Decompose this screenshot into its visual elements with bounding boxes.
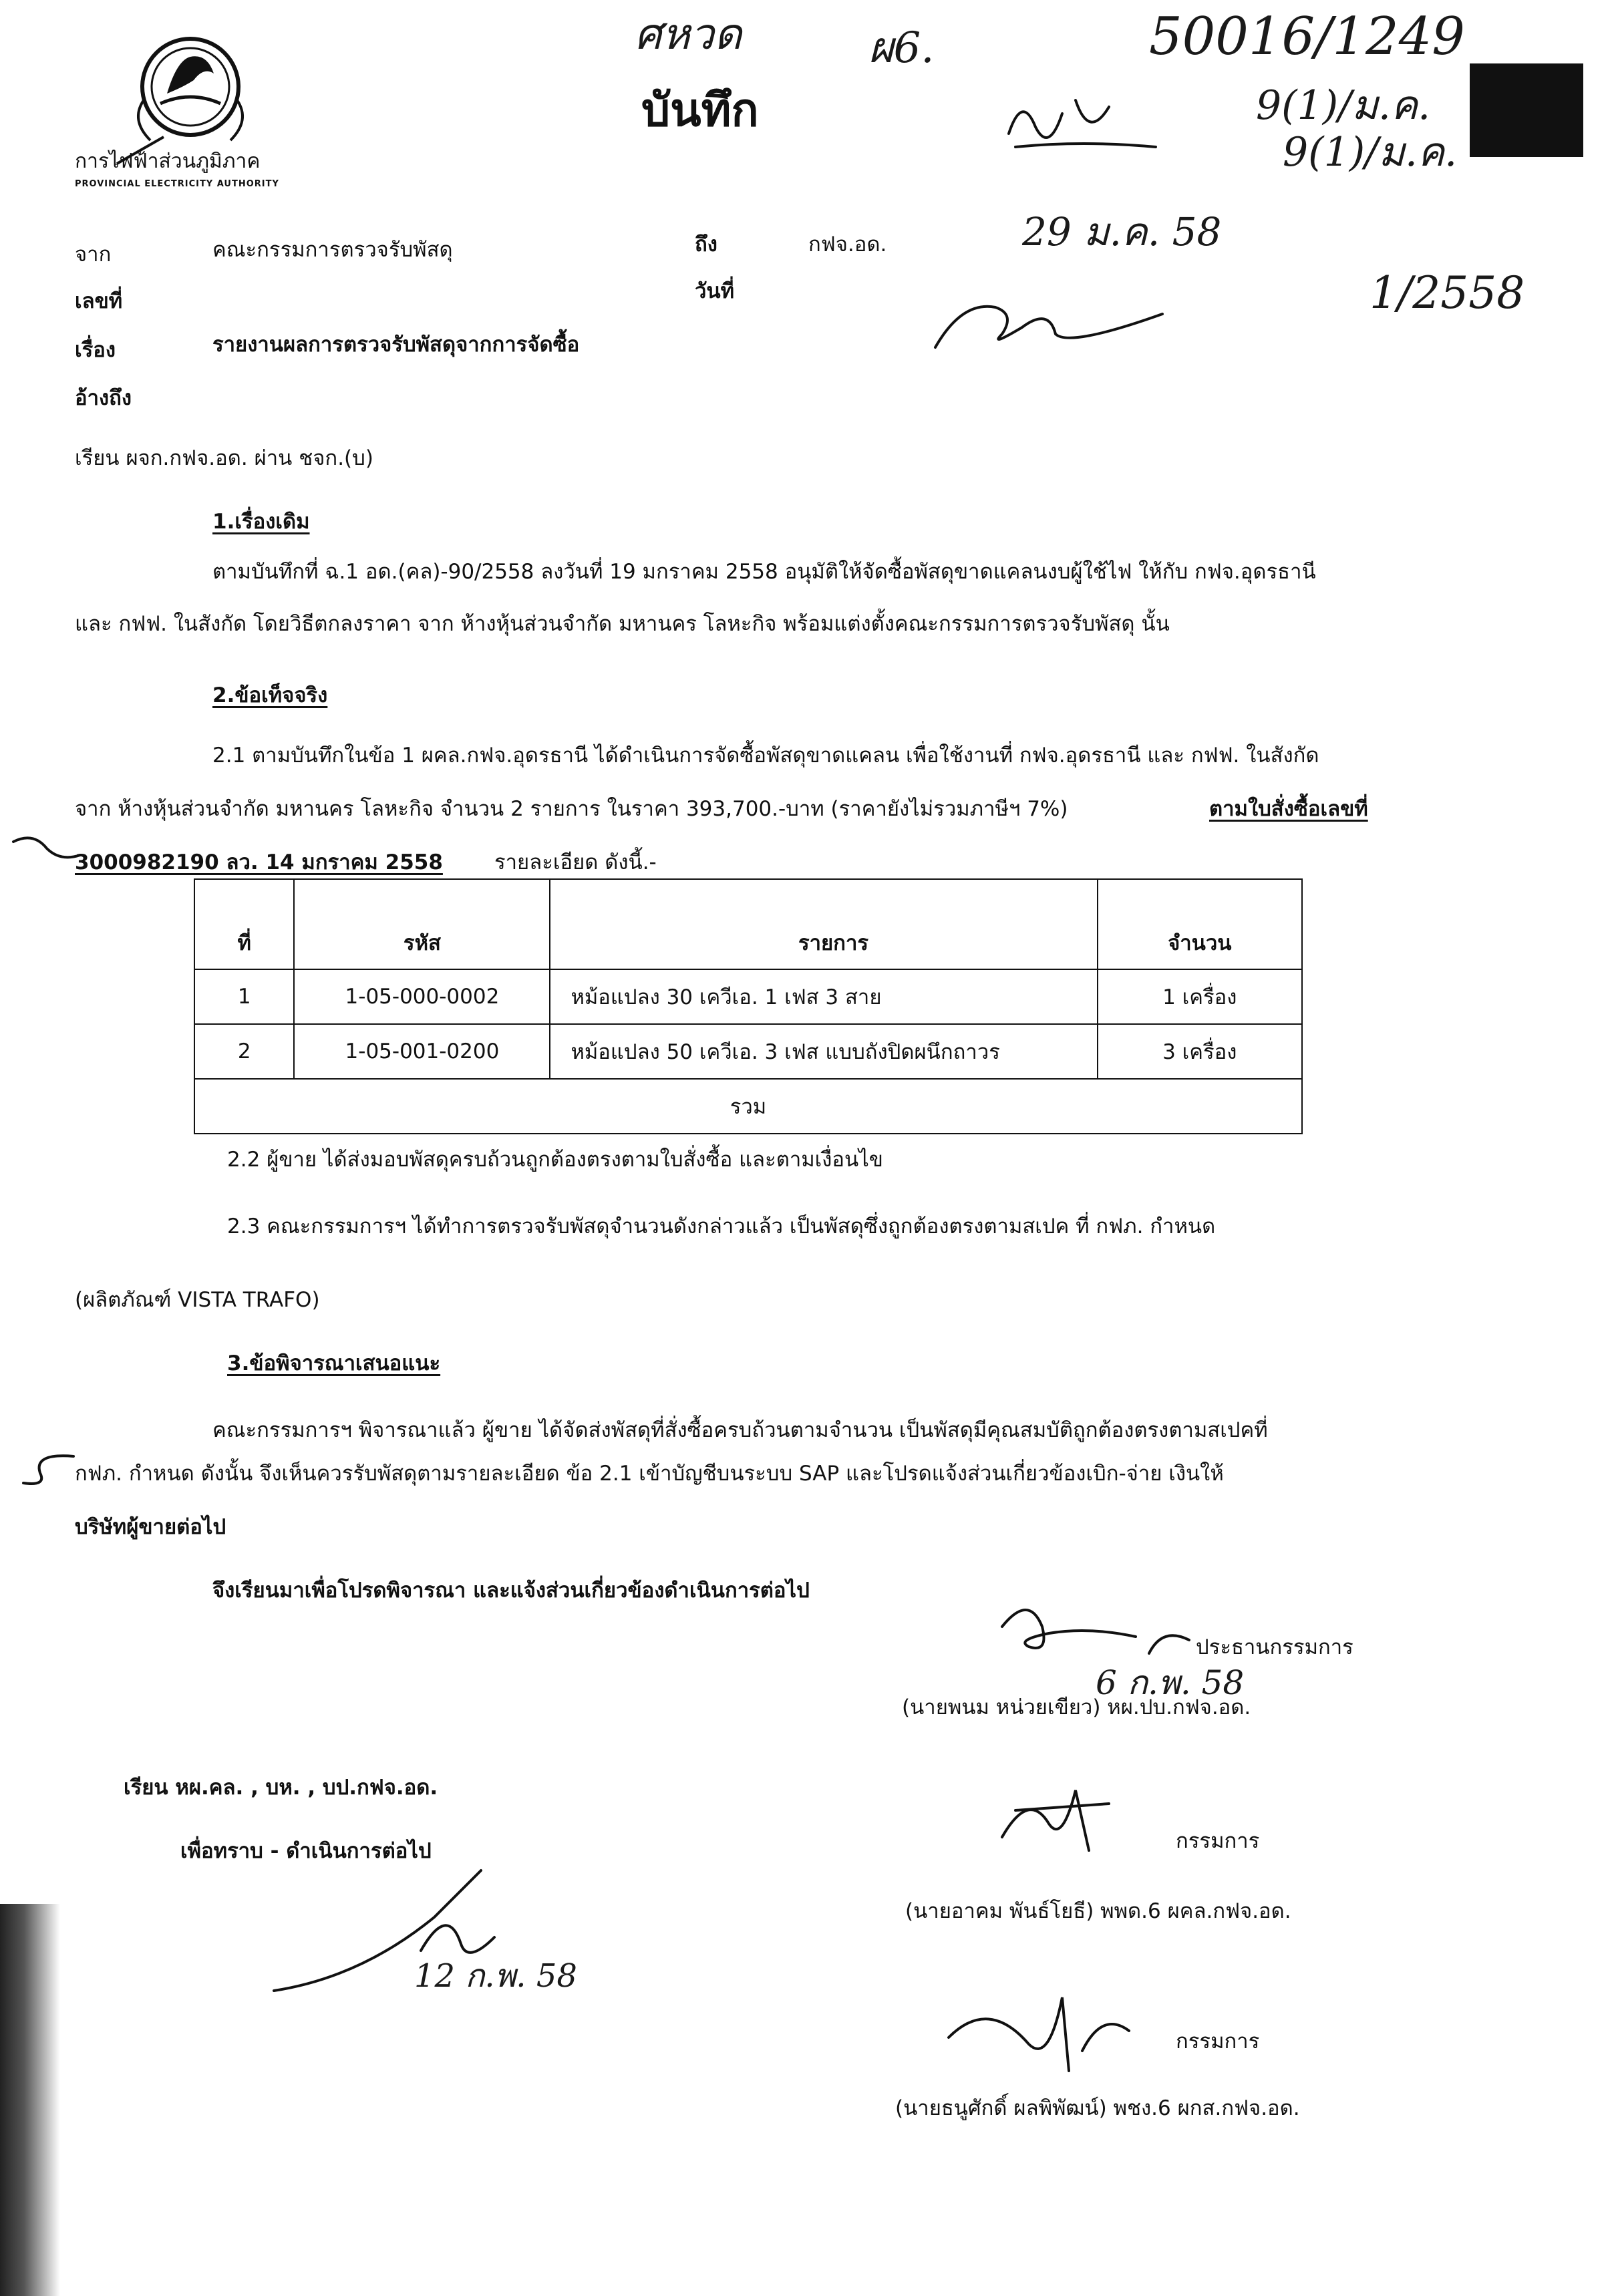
from-label: จาก <box>75 242 112 267</box>
subject-label: เรื่อง <box>75 338 116 362</box>
section1-line2: และ กฟฟ. ในสังกัด โดยวิธีตกลงราคา จาก ห้างหุ้นส่วนจำกัด มหานคร โลหะกิจ พร้อมแต่งตั้งคณะกรรมการตรวจรับพัสดุ นั้น <box>75 612 1170 636</box>
number-label: เลขที่ <box>75 289 123 313</box>
row-desc: หม้อแปลง 30 เควีเอ. 1 เฟส 3 สาย <box>550 969 1097 1024</box>
section2-po-label: ตามใบสั่งซื้อเลขที่ <box>1209 797 1368 821</box>
table-row <box>194 1024 1302 1079</box>
to-value: กฟจ.อด. <box>808 232 887 257</box>
section2-p21-line2a: จาก ห้างหุ้นส่วนจำกัด มหานคร โลหะกิจ จำนวน 2 รายการ ในราคา 393,700.-บาท (ราคายังไม่รวมภาษีฯ 7%) <box>75 797 1068 821</box>
closing-text: จึงเรียนมาเพื่อโปรดพิจารณา และแจ้งส่วนเกี่ยวข้องดำเนินการต่อไป <box>212 1579 810 1603</box>
from-value: คณะกรรมการตรวจรับพัสดุ <box>212 238 453 262</box>
table-total-row <box>194 1079 1302 1134</box>
endorsement-line1: เรียน หผ.คล. , บห. , บป.กฟจ.อด. <box>124 1776 438 1800</box>
section3-line2: กฟภ. กำหนด ดังนั้น จึงเห็นควรรับพัสดุตามรายละเอียด ข้อ 2.1 เข้าบัญชีบนระบบ SAP และโปรดแจ้งส่วนเกี่ยวข้องเบิก-จ่าย เงินให้ <box>75 1462 1224 1486</box>
section2-heading: 2.ข้อเท็จจริง <box>212 683 328 707</box>
table-header-no: ที่ <box>194 879 294 969</box>
handwritten-date-note: 29 ม.ค. 58 <box>1022 209 1222 255</box>
reference-label: อ้างถึง <box>75 386 132 410</box>
member2-name: (นายธนูศักดิ์ ผลพิพัฒน์) พชง.6 ผกส.กฟจ.อด. <box>895 2096 1300 2120</box>
section2-p21-line1: 2.1 ตามบันทึกในข้อ 1 ผคล.กฟจ.อุดรธานี ได้ดำเนินการจัดซื้อพัสดุขาดแคลน เพื่อใช้งานที่ กฟจ.อุดรธานี และ กฟฟ. ในสังกัด <box>212 744 1319 768</box>
row-qty: 1 เครื่อง <box>1098 969 1302 1024</box>
section1-heading: 1.เรื่องเดิม <box>212 510 310 534</box>
section1-line1: ตามบันทึกที่ ฉ.1 อด.(คล)-90/2558 ลงวันที่ 19 มกราคม 2558 อนุมัติให้จัดซื้อพัสดุขาดแคลนงบผู้ใช้ไฟ ให้กับ กฟจ.อุดรธานี <box>212 560 1316 584</box>
chairman-role: ประธานกรรมการ <box>1196 1635 1353 1659</box>
handwritten-top-left: ศหวด <box>635 10 742 59</box>
handwritten-doc-number: 50016/1249 <box>1149 7 1465 67</box>
handwritten-ref-1: 9(1)/ม.ค. <box>1256 82 1431 129</box>
row-no: 1 <box>194 969 294 1024</box>
handwritten-initials-icon <box>1002 80 1162 160</box>
org-name-en: PROVINCIAL ELECTRICITY AUTHORITY <box>75 179 279 189</box>
row-code: 1-05-000-0002 <box>294 969 550 1024</box>
table-header-code: รหัส <box>294 879 550 969</box>
handwritten-signature-icon <box>922 274 1169 361</box>
margin-mark-icon <box>7 828 87 868</box>
member2-signature-icon <box>935 1971 1149 2084</box>
handwritten-sign-date-1: 6 ก.พ. 58 <box>1096 1663 1245 1702</box>
chairman-name: (นายพนม หน่วยเขียว) หผ.ปบ.กฟจ.อด. <box>902 1695 1251 1719</box>
salutation: เรียน ผจก.กฟจ.อด. ผ่าน ชจก.(บ) <box>75 446 373 470</box>
row-no: 2 <box>194 1024 294 1079</box>
section2-detail-label: รายละเอียด ดังนี้.- <box>494 850 657 874</box>
date-label: วันที่ <box>695 279 735 303</box>
to-label: ถึง <box>695 232 717 257</box>
section2-p23: 2.3 คณะกรรมการฯ ได้ทำการตรวจรับพัสดุจำนวนดังกล่าวแล้ว เป็นพัสดุซึ่งถูกต้องตรงตามสเปค ที่ กฟภ. กำหนด <box>227 1214 1216 1239</box>
section3-line1: คณะกรรมการฯ พิจารณาแล้ว ผู้ขาย ได้จัดส่งพัสดุที่สั่งซื้อครบถ้วนตามจำนวน เป็นพัสดุมีคุณสมบัติถูกต้องตรงตามสเปคที่ <box>212 1418 1268 1442</box>
scan-edge-shadow <box>0 1904 60 2296</box>
margin-bracket-icon <box>13 1443 80 1496</box>
memo-title: บันทึก <box>641 84 759 137</box>
row-qty: 3 เครื่อง <box>1098 1024 1302 1079</box>
section2-product: (ผลิตภัณฑ์ VISTA TRAFO) <box>75 1288 320 1312</box>
endorsement-line2: เพื่อทราบ - ดำเนินการต่อไป <box>180 1839 432 1863</box>
section2-p22: 2.2 ผู้ขาย ได้ส่งมอบพัสดุครบถ้วนถูกต้องตรงตามใบสั่งซื้อ และตามเงื่อนไข <box>227 1148 883 1172</box>
table-row <box>194 969 1302 1024</box>
org-name-th: การไฟฟ้าส่วนภูมิภาค <box>75 150 261 173</box>
handwritten-sign-date-2: 12 ก.พ. 58 <box>414 1957 577 1995</box>
member1-name: (นายอาคม พันธ์โยธี) พพด.6 ผคล.กฟจ.อด. <box>905 1899 1291 1923</box>
table-header-qty: จำนวน <box>1098 879 1302 969</box>
table-header-desc: รายการ <box>550 879 1097 969</box>
member2-role: กรรมการ <box>1176 2029 1260 2054</box>
pea-logo-icon <box>104 20 277 167</box>
handwritten-top-mid: ผ6. <box>868 23 935 73</box>
redaction-block <box>1470 63 1583 157</box>
table-total-label: รวม <box>194 1079 1302 1134</box>
section3-line3: บริษัทผู้ขายต่อไป <box>75 1515 226 1539</box>
items-table <box>194 878 1303 1134</box>
handwritten-year-note: 1/2558 <box>1370 267 1525 319</box>
member1-role: กรรมการ <box>1176 1829 1260 1853</box>
subject-value: รายงานผลการตรวจรับพัสดุจากการจัดซื้อ <box>212 333 580 357</box>
handwritten-ref-2: 9(1)/ม.ค. <box>1283 129 1458 176</box>
section3-heading: 3.ข้อพิจารณาเสนอแนะ <box>227 1351 441 1375</box>
row-code: 1-05-001-0200 <box>294 1024 550 1079</box>
member1-signature-icon <box>989 1764 1122 1857</box>
section2-po-number: 3000982190 ลว. 14 มกราคม 2558 <box>75 850 443 874</box>
row-desc: หม้อแปลง 50 เควีเอ. 3 เฟส แบบถังปิดผนึกถาวร <box>550 1024 1097 1079</box>
